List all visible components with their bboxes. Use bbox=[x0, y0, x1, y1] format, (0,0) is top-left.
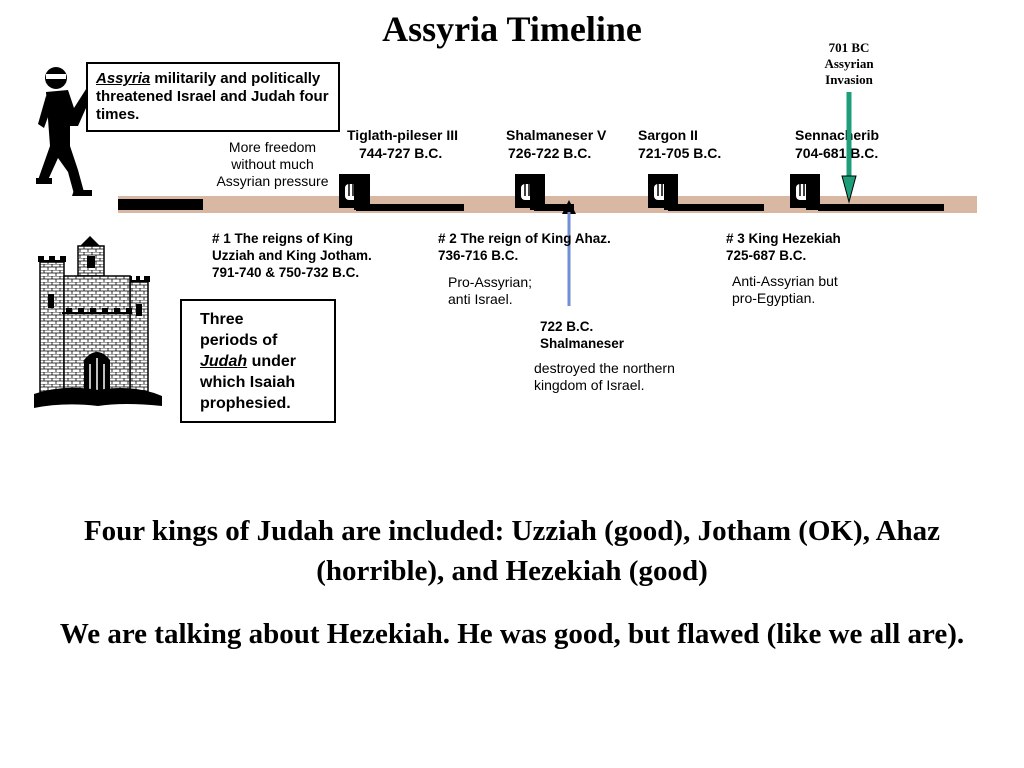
freedom-note bbox=[205, 139, 340, 190]
judah-text: prophesied. bbox=[200, 395, 291, 412]
fist-post bbox=[664, 174, 676, 210]
period-note-line: anti Israel. bbox=[448, 291, 513, 307]
israel-note-line: 722 B.C. bbox=[540, 319, 594, 334]
king-years: 726-722 B.C. bbox=[508, 145, 592, 161]
period-note-line: Pro-Assyrian; bbox=[448, 274, 533, 290]
kings-paragraph: Four kings of Judah are included: Uzziah (good), Jotham (OK), Ahaz (horrible), and Hezekiah (good) bbox=[83, 515, 941, 587]
fist-post bbox=[530, 174, 542, 210]
king-sargon bbox=[638, 126, 721, 162]
judah-text: periods of bbox=[200, 332, 278, 349]
king-name: Tiglath-pileser III bbox=[347, 127, 458, 143]
invasion-note bbox=[808, 40, 890, 88]
period-line: # 3 King Hezekiah bbox=[726, 231, 841, 246]
judah-periods-box bbox=[180, 299, 336, 423]
timeline-reign-bar bbox=[356, 204, 464, 211]
freedom-note-line: without much bbox=[231, 156, 314, 172]
israel-note-heading bbox=[540, 318, 624, 352]
period-1-label bbox=[212, 230, 372, 281]
assyria-word: Assyria bbox=[96, 70, 151, 87]
assyria-text: times. bbox=[96, 106, 140, 123]
assyria-text: threatened Israel and Judah four bbox=[96, 88, 329, 105]
invasion-note-line: 701 BC bbox=[828, 40, 870, 55]
hezekiah-paragraph: We are talking about Hezekiah. He was good, but flawed (like we all are). bbox=[59, 618, 965, 650]
period-line: 736-716 B.C. bbox=[438, 248, 519, 263]
fist-post bbox=[354, 174, 370, 210]
king-shalmaneser bbox=[506, 126, 606, 162]
period-note-line: Anti-Assyrian but bbox=[732, 273, 838, 289]
king-years: 721-705 B.C. bbox=[638, 145, 722, 161]
period-3-label bbox=[726, 230, 841, 264]
king-sennacherib bbox=[795, 126, 879, 162]
invasion-note-line: Assyrian bbox=[824, 56, 874, 71]
period-line: # 1 The reigns of King bbox=[212, 231, 354, 246]
assyria-text: militarily and politically bbox=[150, 70, 321, 87]
king-name: Sennacherib bbox=[795, 127, 880, 143]
invasion-note-line: Invasion bbox=[825, 72, 873, 87]
king-tiglath-pileser bbox=[347, 126, 458, 162]
fist-post bbox=[806, 174, 818, 210]
israel-note-line: Shalmaneser bbox=[540, 336, 625, 351]
period-note-line: pro-Egyptian. bbox=[732, 290, 816, 306]
judah-text: which Isaiah bbox=[200, 374, 296, 391]
king-name: Sargon II bbox=[638, 127, 698, 143]
timeline-early-bar bbox=[118, 199, 203, 210]
israel-note-body bbox=[534, 360, 675, 394]
period-2-note bbox=[448, 274, 532, 308]
timeline-reign-bar bbox=[668, 204, 764, 211]
page-title: Assyria Timeline bbox=[382, 9, 642, 49]
freedom-note-line: Assyrian pressure bbox=[216, 173, 329, 189]
assyria-threat-box bbox=[86, 62, 340, 132]
king-years: 744-727 B.C. bbox=[359, 145, 443, 161]
judah-word: Judah bbox=[200, 353, 248, 370]
timeline-reign-bar bbox=[818, 204, 944, 211]
judah-text: Three bbox=[200, 311, 244, 328]
period-line: Uzziah and King Jotham. bbox=[212, 248, 372, 263]
period-line: # 2 The reign of King Ahaz. bbox=[438, 231, 611, 246]
freedom-note-line: More freedom bbox=[228, 139, 317, 155]
king-name: Shalmaneser V bbox=[506, 127, 607, 143]
period-2-label bbox=[438, 230, 611, 264]
judah-text: under bbox=[247, 353, 297, 370]
period-line: 725-687 B.C. bbox=[726, 248, 807, 263]
israel-note-line: kingdom of Israel. bbox=[534, 377, 645, 393]
king-years: 704-681 B.C. bbox=[795, 145, 879, 161]
period-3-note bbox=[732, 273, 838, 307]
castle-icon bbox=[34, 234, 162, 424]
invasion-arrow bbox=[840, 92, 858, 204]
period-line: 791-740 & 750-732 B.C. bbox=[212, 265, 360, 280]
israel-note-line: destroyed the northern bbox=[534, 360, 675, 376]
